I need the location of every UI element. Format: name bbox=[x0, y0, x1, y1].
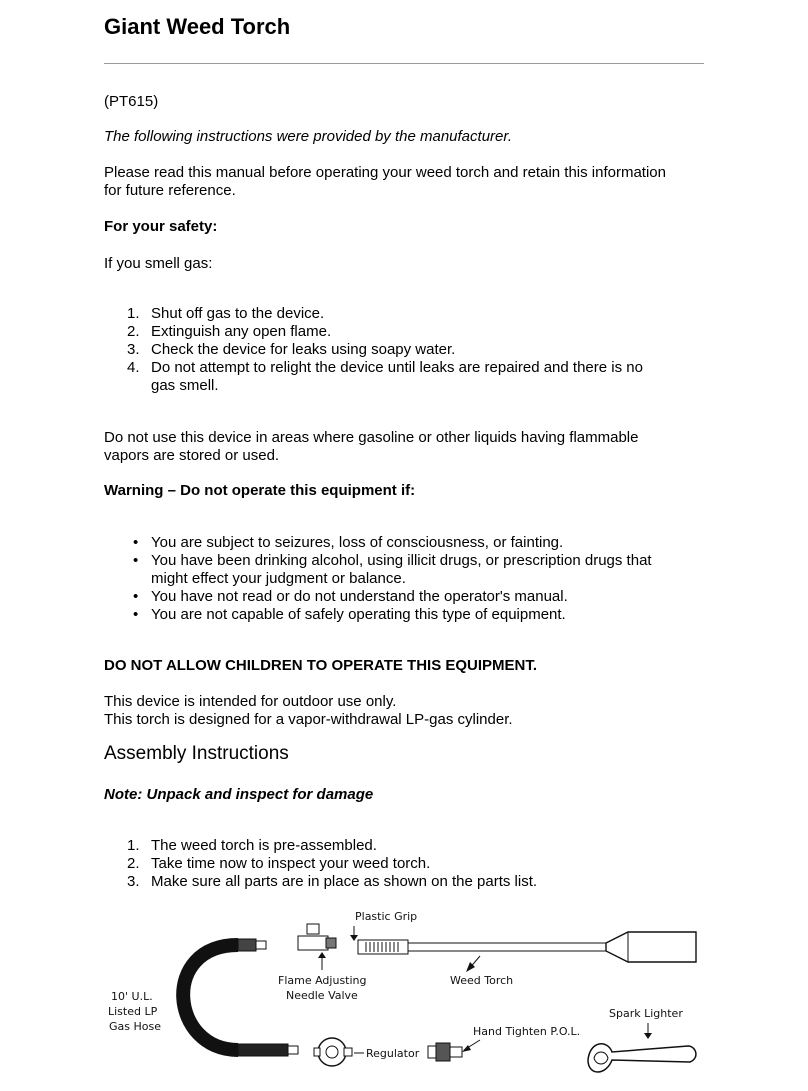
model-number: (PT615) bbox=[104, 93, 159, 110]
label-weed-torch: Weed Torch bbox=[450, 974, 514, 987]
label-flame-valve-line2: Needle Valve bbox=[286, 989, 358, 1002]
list-item bbox=[127, 359, 643, 395]
list-item bbox=[127, 341, 643, 359]
assembly-heading: Assembly Instructions bbox=[104, 743, 289, 764]
pol-fitting bbox=[428, 1040, 480, 1061]
label-hose-line1: 10' U.L. bbox=[111, 990, 153, 1003]
list-text: The weed torch is pre-assembled. bbox=[151, 837, 377, 854]
assembly-note: Note: Unpack and inspect for damage bbox=[104, 786, 374, 803]
parts-diagram bbox=[100, 900, 710, 1091]
warning-heading: Warning – Do not operate this equipment if: bbox=[104, 482, 416, 499]
label-pol: Hand Tighten P.O.L. bbox=[473, 1025, 581, 1038]
label-spark-lighter: Spark Lighter bbox=[609, 1007, 683, 1020]
intro-line-1: Please read this manual before operating your weed torch and retain this information bbox=[104, 164, 666, 181]
list-text: Make sure all parts are in place as shown on the parts list. bbox=[151, 873, 538, 890]
bullet: • bbox=[133, 552, 139, 569]
label-regulator: Regulator bbox=[366, 1047, 420, 1060]
label-hose-line2: Listed LP bbox=[108, 1005, 158, 1018]
list-number: 3. bbox=[127, 873, 140, 890]
title-divider bbox=[104, 63, 704, 64]
list-text: You are subject to seizures, loss of consciousness, or fainting. bbox=[151, 534, 564, 551]
flame-valve bbox=[298, 924, 336, 970]
list-text-continued: might effect your judgment or balance. bbox=[151, 570, 406, 587]
list-number: 3. bbox=[127, 341, 140, 358]
children-warning: DO NOT ALLOW CHILDREN TO OPERATE THIS EQUIPMENT. bbox=[104, 657, 538, 674]
list-text: Shut off gas to the device. bbox=[151, 305, 325, 322]
list-item bbox=[127, 534, 652, 552]
bullet: • bbox=[133, 588, 139, 605]
label-hose-line3: Gas Hose bbox=[109, 1020, 161, 1033]
list-item bbox=[127, 588, 652, 606]
label-plastic-grip: Plastic Grip bbox=[355, 910, 418, 923]
list-text-continued: gas smell. bbox=[151, 377, 219, 394]
list-text: Check the device for leaks using soapy water. bbox=[151, 341, 456, 358]
warning-list bbox=[127, 534, 652, 624]
manufacturer-note: The following instructions were provided by the manufacturer. bbox=[104, 128, 512, 145]
list-item bbox=[127, 552, 652, 588]
list-number: 1. bbox=[127, 837, 140, 854]
list-item bbox=[127, 873, 537, 891]
gas-steps-list bbox=[127, 305, 643, 395]
list-item bbox=[127, 606, 652, 624]
cylinder-line: This torch is designed for a vapor-withdrawal LP-gas cylinder. bbox=[104, 711, 513, 728]
list-item bbox=[127, 837, 537, 855]
list-text: Extinguish any open flame. bbox=[151, 323, 332, 340]
bullet: • bbox=[133, 534, 139, 551]
outdoor-line: This device is intended for outdoor use only. bbox=[104, 693, 397, 710]
list-item bbox=[127, 305, 643, 323]
list-text: Take time now to inspect your weed torch. bbox=[151, 855, 431, 872]
label-flame-valve-line1: Flame Adjusting bbox=[278, 974, 367, 987]
safety-heading: For your safety: bbox=[104, 218, 218, 235]
list-text: Do not attempt to relight the device until leaks are repaired and there is no bbox=[151, 359, 643, 376]
list-number: 1. bbox=[127, 305, 140, 322]
list-number: 2. bbox=[127, 323, 140, 340]
smell-gas-text: If you smell gas: bbox=[104, 255, 213, 272]
list-number: 2. bbox=[127, 855, 140, 872]
list-item bbox=[127, 323, 643, 341]
list-text: You have been drinking alcohol, using illicit drugs, or prescription drugs that bbox=[151, 552, 652, 569]
spark-lighter bbox=[588, 1023, 696, 1072]
weed-torch bbox=[350, 926, 696, 972]
assembly-steps-list bbox=[127, 837, 537, 891]
intro-line-2: for future reference. bbox=[104, 182, 236, 199]
page-title: Giant Weed Torch bbox=[104, 14, 291, 39]
regulator bbox=[314, 1038, 352, 1066]
vapor-line-1: Do not use this device in areas where gasoline or other liquids having flammable bbox=[104, 429, 639, 446]
list-text: You have not read or do not understand the operator's manual. bbox=[151, 588, 568, 605]
vapor-line-2: vapors are stored or used. bbox=[104, 447, 280, 464]
list-number: 4. bbox=[127, 359, 140, 376]
bullet: • bbox=[133, 606, 139, 623]
gas-hose bbox=[183, 939, 298, 1056]
list-item bbox=[127, 855, 537, 873]
list-text: You are not capable of safely operating this type of equipment. bbox=[151, 606, 566, 623]
